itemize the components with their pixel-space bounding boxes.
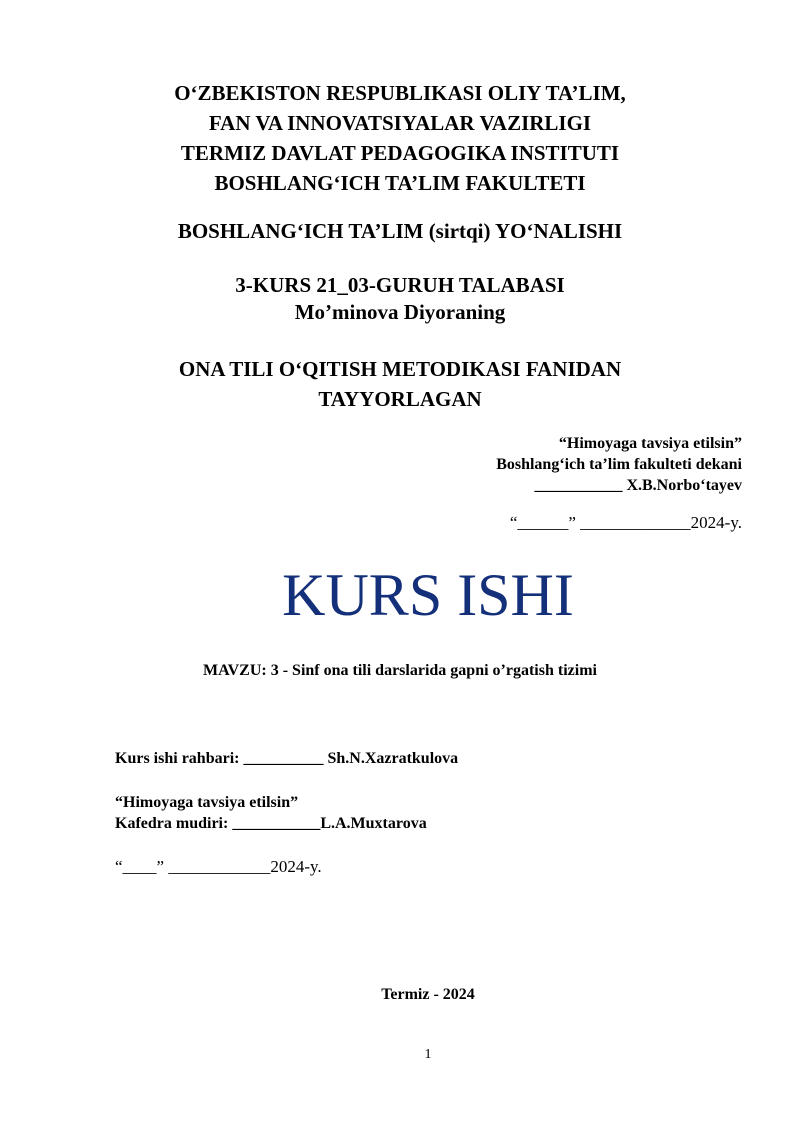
header-line: BOSHLANG‘ICH TA’LIM FAKULTETI — [214, 171, 586, 195]
subject-info — [0, 354, 800, 414]
header-line: O‘ZBEKISTON RESPUBLIKASI OLIY TA’LIM, — [174, 81, 626, 105]
department-head: Kafedra mudiri: ___________L.A.Muxtarova — [115, 815, 427, 832]
page-number: 1 — [424, 1047, 432, 1062]
student-course: 3-KURS 21_03-GURUH TALABASI — [235, 273, 565, 297]
topic-line: MAVZU: 3 - Sinf ona tili darslarida gapni o’rgatish tizimi — [203, 662, 597, 679]
institution-header — [0, 78, 800, 198]
subject-line: ONA TILI O‘QITISH METODIKASI FANIDAN — [178, 357, 622, 381]
dean-role: Boshlang‘ich ta’lim fakulteti dekani — [496, 456, 742, 473]
recommend-text: “Himoyaga tavsiya etilsin” — [115, 794, 299, 811]
recommend-text: “Himoyaga tavsiya etilsin” — [558, 435, 742, 452]
department-approval-date: “____” ____________2024-y. — [115, 857, 322, 876]
header-line: TERMIZ DAVLAT PEDAGOGIKA INSTITUTI — [180, 141, 620, 165]
place-year: Termiz - 2024 — [381, 986, 475, 1003]
department-approval — [115, 792, 427, 834]
dean-approval-date: “______” _____________2024-y. — [509, 513, 742, 532]
subject-line: TAYYORLAGAN — [318, 387, 482, 411]
document-title: KURS ISHI — [282, 562, 574, 628]
student-info — [0, 270, 800, 327]
dean-approval — [496, 433, 742, 496]
header-line: FAN VA INNOVATSIYALAR VAZIRLIGI — [208, 111, 592, 135]
dean-signature: ___________ X.B.Norbo‘tayev — [534, 477, 742, 494]
student-name: Mo’minova Diyoraning — [294, 300, 506, 324]
direction-line: BOSHLANG‘ICH TA’LIM (sirtqi) YO‘NALISHI — [177, 219, 623, 243]
supervisor-line: Kurs ishi rahbari: __________ Sh.N.Xazratkulova — [115, 750, 459, 767]
